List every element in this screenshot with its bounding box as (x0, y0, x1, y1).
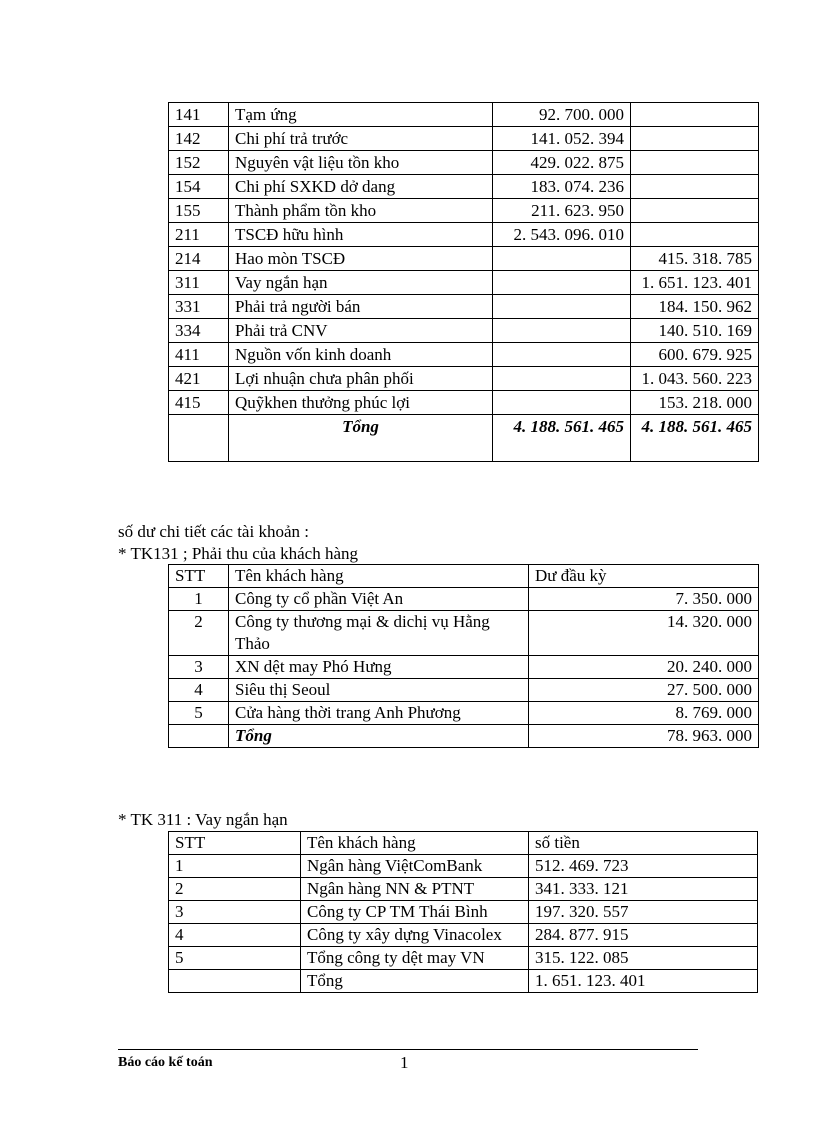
detail-heading: số dư chi tiết các tài khoản : (118, 522, 309, 541)
loan-amount: 315. 122. 085 (529, 947, 758, 970)
debit-amount (493, 247, 631, 271)
table-row (169, 151, 759, 175)
receivables-table (168, 564, 759, 748)
account-name: Chi phí SXKD dở dang (229, 175, 493, 199)
credit-amount: 184. 150. 962 (631, 295, 759, 319)
footer-label: Báo cáo kế toán (118, 1055, 213, 1070)
total-row (169, 970, 758, 993)
debit-amount: 2. 543. 096. 010 (493, 223, 631, 247)
opening-balance: 7. 350. 000 (529, 588, 759, 611)
debit-amount (493, 343, 631, 367)
table-row (169, 127, 759, 151)
lender-name: Công ty CP TM Thái Bình (301, 901, 529, 924)
column-header: Dư đầu kỳ (529, 565, 759, 588)
account-code: 211 (169, 223, 229, 247)
account-code: 152 (169, 151, 229, 175)
total-amount: 78. 963. 000 (529, 725, 759, 748)
table-row (169, 855, 758, 878)
balance-table-body (169, 103, 759, 462)
credit-amount: 1. 043. 560. 223 (631, 367, 759, 391)
table-row (169, 702, 759, 725)
table-row (169, 247, 759, 271)
total-code (169, 415, 229, 462)
row-number: 4 (169, 679, 229, 702)
lender-name: Công ty xây dựng Vinacolex (301, 924, 529, 947)
debit-amount: 429. 022. 875 (493, 151, 631, 175)
receivables-table-body (169, 588, 759, 748)
table-row (169, 878, 758, 901)
table-row (169, 367, 759, 391)
credit-amount (631, 127, 759, 151)
total-row (169, 415, 759, 462)
row-number: 5 (169, 702, 229, 725)
total-label: Tổng (229, 415, 493, 462)
loans-table-body (169, 855, 758, 993)
total-stt (169, 725, 229, 748)
total-stt (169, 970, 301, 993)
receivables-heading: * TK131 ; Phải thu của khách hàng (118, 544, 359, 563)
account-name: Chi phí trả trước (229, 127, 493, 151)
account-code: 415 (169, 391, 229, 415)
table-row (169, 103, 759, 127)
table-row (169, 924, 758, 947)
row-number: 5 (169, 947, 301, 970)
account-code: 141 (169, 103, 229, 127)
loans-table (168, 831, 758, 993)
total-label: Tổng (301, 970, 529, 993)
total-row (169, 725, 759, 748)
credit-amount (631, 223, 759, 247)
credit-amount (631, 199, 759, 223)
table-row (169, 199, 759, 223)
row-number: 3 (169, 656, 229, 679)
column-header: Tên khách hàng (301, 832, 529, 855)
account-code: 421 (169, 367, 229, 391)
row-number: 2 (169, 611, 229, 656)
opening-balance: 8. 769. 000 (529, 702, 759, 725)
table-row (169, 679, 759, 702)
account-name: Thành phẩm tồn kho (229, 199, 493, 223)
credit-amount: 1. 651. 123. 401 (631, 271, 759, 295)
debit-amount: 92. 700. 000 (493, 103, 631, 127)
account-name: Quỹkhen thưởng phúc lợi (229, 391, 493, 415)
table-row (169, 901, 758, 924)
account-name: Vay ngắn hạn (229, 271, 493, 295)
account-code: 411 (169, 343, 229, 367)
debit-amount (493, 271, 631, 295)
debit-amount (493, 319, 631, 343)
opening-balance: 27. 500. 000 (529, 679, 759, 702)
row-number: 4 (169, 924, 301, 947)
lender-name: Ngân hàng ViệtComBank (301, 855, 529, 878)
receivables-header-row (169, 565, 759, 588)
customer-name: Công ty cổ phần Việt An (229, 588, 529, 611)
account-name: Phải trả người bán (229, 295, 493, 319)
credit-amount: 600. 679. 925 (631, 343, 759, 367)
opening-balance: 14. 320. 000 (529, 611, 759, 656)
table-row (169, 588, 759, 611)
debit-amount (493, 391, 631, 415)
debit-amount: 183. 074. 236 (493, 175, 631, 199)
lender-name: Tổng công ty dệt may VN (301, 947, 529, 970)
table-row (169, 391, 759, 415)
customer-name: Siêu thị Seoul (229, 679, 529, 702)
table-row (169, 175, 759, 199)
lender-name: Ngân hàng NN & PTNT (301, 878, 529, 901)
account-name: Nguyên vật liệu tồn kho (229, 151, 493, 175)
account-name: Phải trả CNV (229, 319, 493, 343)
credit-amount (631, 175, 759, 199)
account-code: 331 (169, 295, 229, 319)
credit-amount (631, 103, 759, 127)
table-row (169, 223, 759, 247)
column-header: STT (169, 832, 301, 855)
column-header: STT (169, 565, 229, 588)
account-code: 154 (169, 175, 229, 199)
table-row (169, 295, 759, 319)
account-name: TSCĐ hữu hình (229, 223, 493, 247)
loans-header-row (169, 832, 758, 855)
customer-name: XN dệt may Phó Hưng (229, 656, 529, 679)
table-row (169, 343, 759, 367)
opening-balance: 20. 240. 000 (529, 656, 759, 679)
footer-divider (118, 1049, 698, 1050)
column-header: số tiền (529, 832, 758, 855)
account-name: Hao mòn TSCĐ (229, 247, 493, 271)
total-amount: 1. 651. 123. 401 (529, 970, 758, 993)
account-code: 214 (169, 247, 229, 271)
account-code: 155 (169, 199, 229, 223)
row-number: 1 (169, 855, 301, 878)
loan-amount: 341. 333. 121 (529, 878, 758, 901)
table-row (169, 947, 758, 970)
total-label: Tổng (229, 725, 529, 748)
table-row (169, 656, 759, 679)
credit-amount: 153. 218. 000 (631, 391, 759, 415)
debit-amount: 211. 623. 950 (493, 199, 631, 223)
debit-amount (493, 295, 631, 319)
account-name: Nguồn vốn kinh doanh (229, 343, 493, 367)
credit-amount (631, 151, 759, 175)
balance-table (168, 102, 759, 462)
total-credit: 4. 188. 561. 465 (631, 415, 759, 462)
account-name: Lợi nhuận chưa phân phối (229, 367, 493, 391)
account-code: 334 (169, 319, 229, 343)
debit-amount (493, 367, 631, 391)
table-row (169, 319, 759, 343)
loans-heading: * TK 311 : Vay ngắn hạn (118, 810, 288, 829)
page-number: 1 (400, 1053, 409, 1072)
credit-amount: 415. 318. 785 (631, 247, 759, 271)
loan-amount: 284. 877. 915 (529, 924, 758, 947)
debit-amount: 141. 052. 394 (493, 127, 631, 151)
table-row (169, 271, 759, 295)
credit-amount: 140. 510. 169 (631, 319, 759, 343)
customer-name: Cửa hàng thời trang Anh Phương (229, 702, 529, 725)
column-header: Tên khách hàng (229, 565, 529, 588)
total-debit: 4. 188. 561. 465 (493, 415, 631, 462)
row-number: 3 (169, 901, 301, 924)
row-number: 1 (169, 588, 229, 611)
account-code: 311 (169, 271, 229, 295)
loan-amount: 512. 469. 723 (529, 855, 758, 878)
loan-amount: 197. 320. 557 (529, 901, 758, 924)
row-number: 2 (169, 878, 301, 901)
table-row (169, 611, 759, 656)
account-code: 142 (169, 127, 229, 151)
account-name: Tạm ứng (229, 103, 493, 127)
customer-name: Công ty thương mại & dichị vụ Hằng Thảo (229, 611, 529, 656)
